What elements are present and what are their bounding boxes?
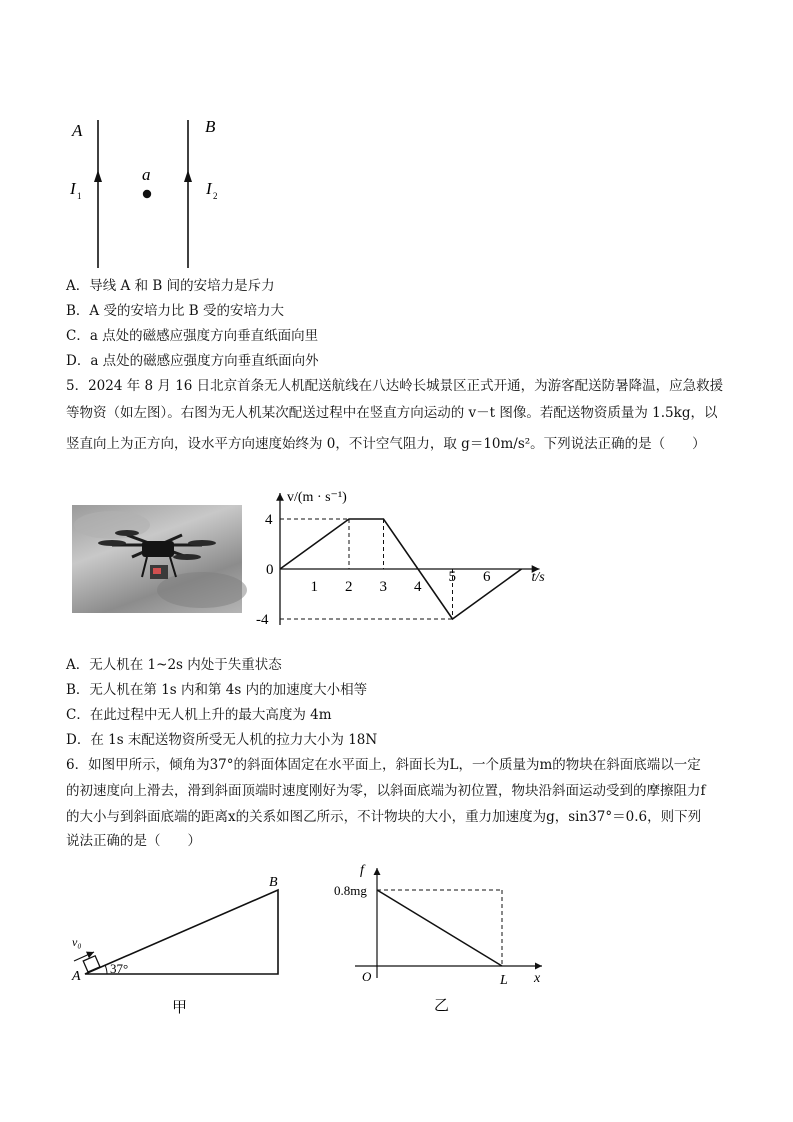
- drone-icon: [72, 505, 242, 613]
- angle-arc: [105, 965, 107, 974]
- q5-stem-line3: 竖直向上为正方向，设水平方向速度始终为 0，不计空气阻力，取 g＝10m/s²。下列说法正确的是（ ）: [66, 436, 706, 452]
- t-axis-label: t/s: [531, 570, 545, 585]
- q5-stem-line2: 等物资（如左图）。右图为无人机某次配送过程中在竖直方向运动的 v－t 图像。若配送物资质量为 1.5kg，以: [66, 405, 718, 421]
- point-a-dot: [143, 190, 151, 198]
- friction-caption: 乙: [434, 998, 450, 1014]
- t-tick-label: 3: [379, 579, 387, 595]
- q4-option-b: B．A 受的安培力比 B 受的安培力大: [66, 303, 284, 319]
- velocity-time-chart: [256, 485, 555, 630]
- f-axis-label: f: [360, 863, 364, 878]
- friction-figure: [330, 858, 560, 1018]
- q6-stem-line2: 的初速度向上滑去，滑到斜面顶端时速度刚好为零，以斜面底端为初位置，物块沿斜面运动受到的摩擦阻力f: [66, 783, 706, 799]
- drone-photo: [72, 505, 242, 613]
- q4-option-c: C．a 点处的磁感应强度方向垂直纸面向里: [66, 328, 319, 344]
- arrow-up-icon: [184, 170, 192, 182]
- q6-stem-line4: 说法正确的是（ ）: [66, 833, 201, 849]
- t-tick-label: 2: [345, 579, 353, 595]
- origin-label: O: [362, 969, 372, 984]
- q5-option-b: B．无人机在第 1s 内和第 4s 内的加速度大小相等: [66, 682, 368, 698]
- t-tick-label: 4: [414, 579, 422, 595]
- q5-option-c: C．在此过程中无人机上升的最大高度为 4m: [66, 707, 332, 723]
- arrow-up-icon: [94, 170, 102, 182]
- point-a-label: a: [142, 165, 151, 184]
- current-1-label: I: [70, 179, 76, 198]
- q6-stem-line3: 的大小与到斜面底端的距离x的关系如图乙所示，不计物块的大小，重力加速度为g，sin37°＝0.6，则下列: [66, 809, 702, 825]
- incline-top-label: B: [269, 875, 278, 890]
- q6-stem-line1: 6．如图甲所示，倾角为37°的斜面体固定在水平面上，斜面长为L，一个质量为m的物块在斜面底端以一定: [66, 757, 701, 773]
- q4-option-d: D．a 点处的磁感应强度方向垂直纸面向外: [66, 353, 319, 369]
- velocity-label: v₀: [72, 935, 82, 949]
- current-1-sub: 1: [77, 191, 82, 201]
- v-tick-label: 4: [265, 512, 273, 528]
- block: [83, 956, 100, 972]
- t-tick-label: 1: [310, 579, 318, 595]
- parallel-wires-figure: [60, 110, 240, 275]
- q5-stem-line1: 5．2024 年 8 月 16 日北京首条无人机配送航线在八达岭长城景区正式开通，为游客配送防暑降温，应急救援: [66, 378, 724, 394]
- current-2-sub: 2: [213, 191, 218, 201]
- wire-b-label: B: [205, 117, 216, 136]
- incline-figure: [60, 870, 300, 1020]
- current-2-label: I: [206, 179, 212, 198]
- incline-bottom-label: A: [72, 969, 81, 984]
- v-tick-label: 0: [266, 562, 274, 578]
- q4-option-a: A．导线 A 和 B 间的安培力是斥力: [66, 278, 275, 294]
- t-tick-label: 5: [448, 569, 456, 585]
- incline-caption: 甲: [172, 1000, 188, 1016]
- angle-label: 37°: [110, 961, 129, 976]
- q5-option-a: A．无人机在 1~2s 内处于失重状态: [66, 657, 282, 673]
- x-axis-label: x: [534, 971, 541, 986]
- q5-option-d: D．在 1s 末配送物资所受无人机的拉力大小为 18N: [66, 732, 378, 748]
- l-label: L: [500, 973, 508, 988]
- v-axis-label: v/(m · s⁻¹): [287, 490, 347, 505]
- t-tick-label: 6: [483, 569, 491, 585]
- friction-line: [377, 890, 502, 966]
- wire-a-label: A: [72, 121, 83, 140]
- f-value-label: 0.8mg: [334, 883, 367, 898]
- v-tick-label: -4: [256, 612, 269, 628]
